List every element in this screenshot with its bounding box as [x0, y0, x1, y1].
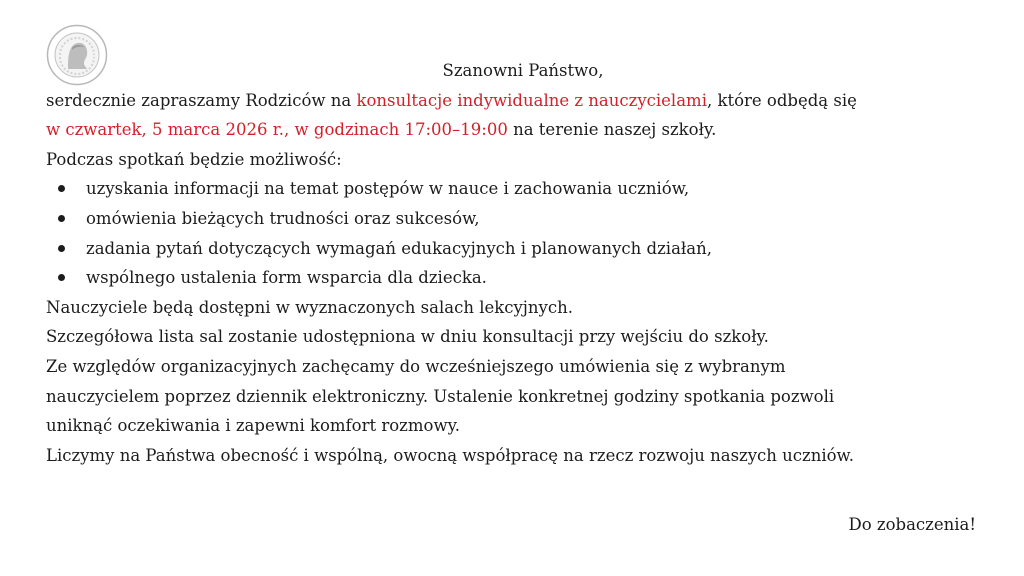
- paragraph-line: Liczymy na Państwa obecność i wspólną, owocną współpracę na rzecz rozwoju naszych uczniów.: [46, 445, 854, 465]
- consultation-highlight: konsultacje indywidualne z nauczycielami: [356, 90, 707, 110]
- greeting: Szanowni Państwo,: [442, 61, 604, 80]
- bullet-icon: [58, 215, 65, 222]
- opportunity-heading: Podczas spotkań będzie możliwość:: [46, 149, 342, 169]
- list-item: [46, 234, 986, 264]
- opportunity-list: [46, 174, 986, 292]
- list-item: [46, 174, 986, 204]
- list-item: [46, 263, 986, 293]
- date-highlight: w czwartek, 5 marca 2026 r., w godzinach 17:00–19:00: [46, 120, 508, 140]
- list-item-text: omówienia bieżących trudności oraz sukcesów,: [86, 208, 480, 228]
- list-item-text: uzyskania informacji na temat postępów w nauce i zachowania uczniów,: [86, 179, 690, 199]
- bullet-icon: [58, 274, 65, 281]
- bullet-icon: [58, 185, 65, 192]
- intro-text-end: , które odbędą się: [706, 90, 857, 110]
- bullet-icon: [58, 245, 65, 252]
- paragraph-line: uniknąć oczekiwania i zapewni komfort rozmowy.: [46, 416, 460, 436]
- paragraph-line: Szczegółowa lista sal zostanie udostępniona w dniu konsultacji przy wejściu do szkoły.: [46, 327, 769, 347]
- location-text: na terenie naszej szkoły.: [507, 120, 717, 140]
- closing-text: Do zobaczenia!: [848, 515, 976, 534]
- list-item-text: zadania pytań dotyczących wymagań edukacyjnych i planowanych działań,: [86, 238, 712, 258]
- list-item: [46, 204, 986, 234]
- date-line: [46, 115, 986, 145]
- list-item-text: wspólnego ustalenia form wsparcia dla dziecka.: [86, 268, 487, 288]
- letter-body: [46, 56, 986, 470]
- paragraph-line: nauczycielem poprzez dziennik elektroniczny. Ustalenie konkretnej godziny spotkania pozwoli: [46, 386, 835, 406]
- paragraph-line: Ze względów organizacyjnych zachęcamy do wcześniejszego umówienia się z wybranym: [46, 356, 786, 376]
- intro-text: serdecznie zapraszamy Rodziców na: [46, 90, 357, 110]
- intro-line: [46, 86, 986, 116]
- paragraph-line: Nauczyciele będą dostępni w wyznaczonych salach lekcyjnych.: [46, 297, 573, 317]
